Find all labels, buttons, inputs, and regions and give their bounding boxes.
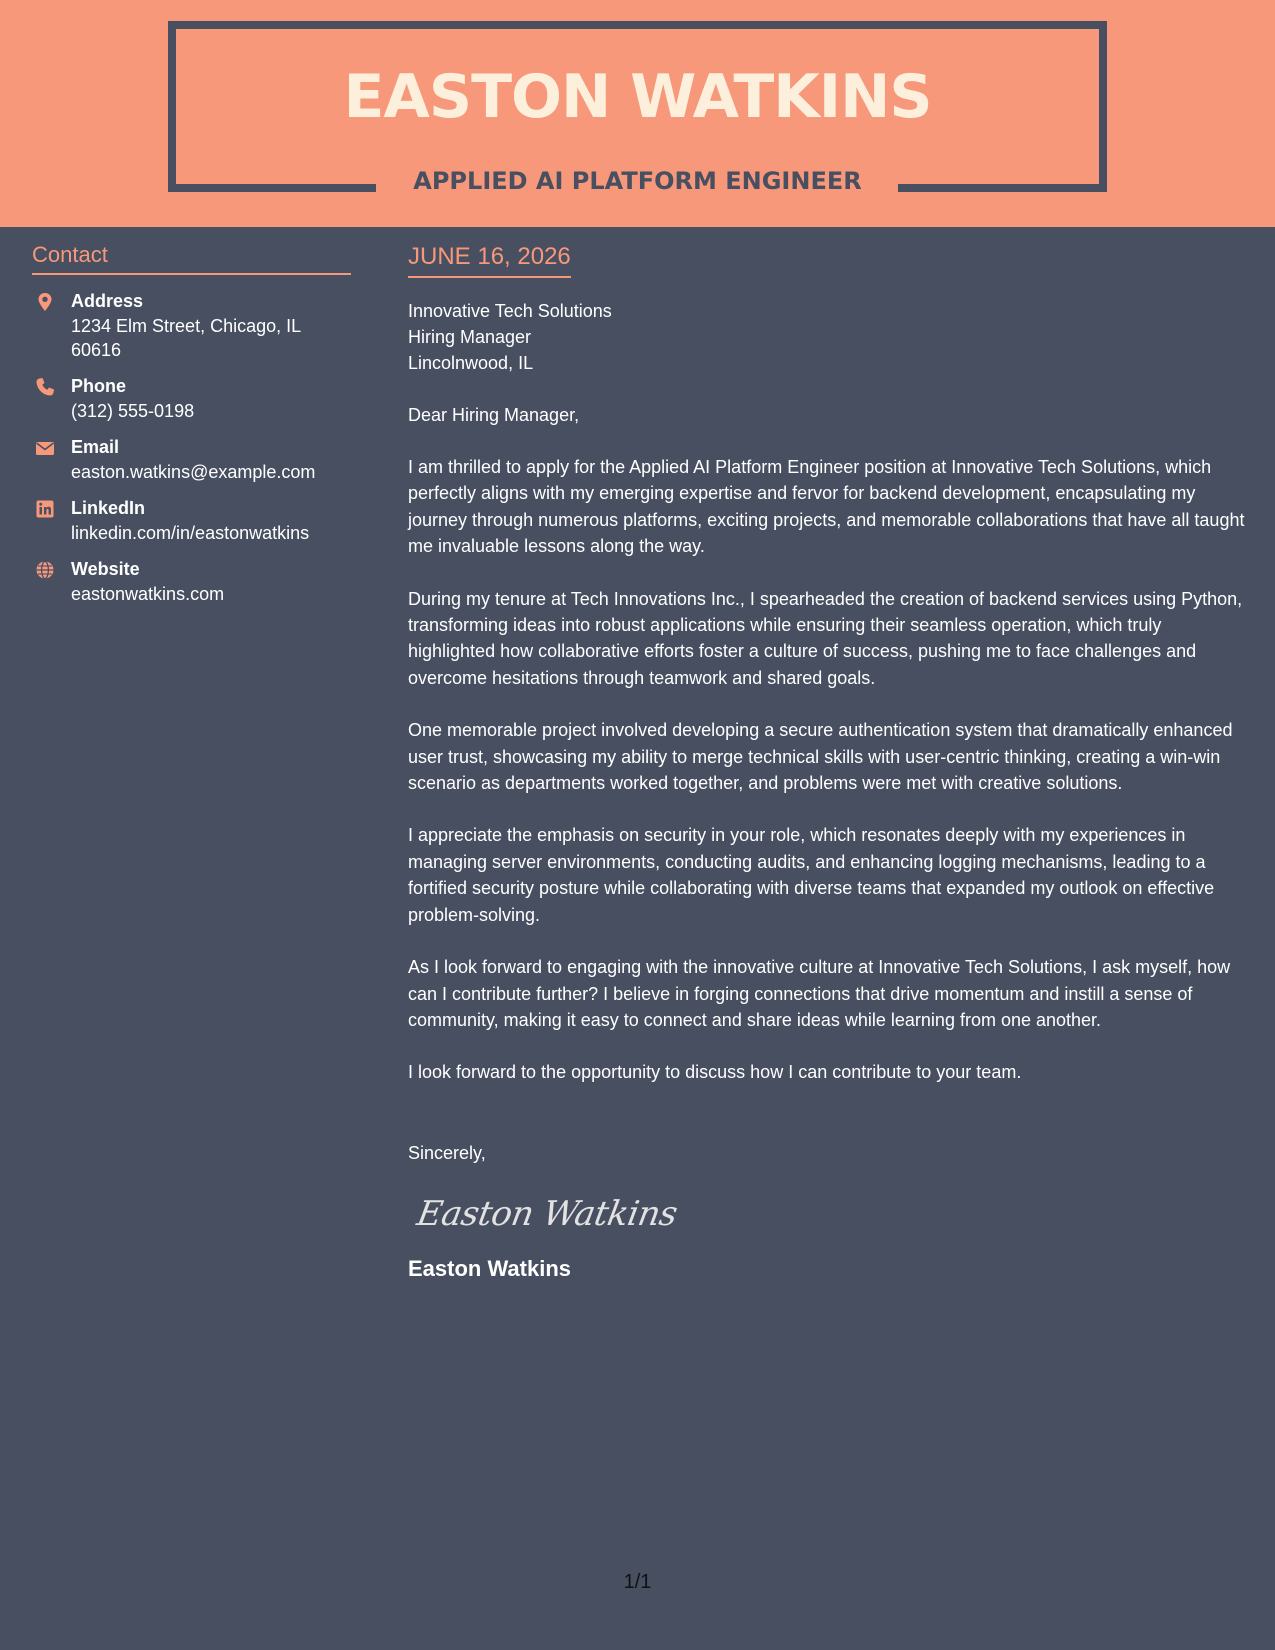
signer-name: Easton Watkins bbox=[408, 1255, 571, 1281]
salutation: Dear Hiring Manager, bbox=[408, 405, 580, 425]
contact-item-phone bbox=[32, 374, 351, 423]
contact-heading: Contact bbox=[32, 242, 351, 275]
phone-value: (312) 555-0198 bbox=[71, 401, 195, 421]
recipient-role: Hiring Manager bbox=[408, 327, 532, 347]
closing: Sincerely, bbox=[408, 1142, 486, 1163]
linkedin-label: LinkedIn bbox=[71, 498, 146, 518]
recipient-company: Innovative Tech Solutions bbox=[408, 301, 612, 321]
page-number: 1/1 bbox=[623, 1571, 652, 1593]
linkedin-value: linkedin.com/in/eastonwatkins bbox=[71, 523, 310, 543]
letter-date: JUNE 16, 2026 bbox=[408, 243, 571, 278]
paragraph: I appreciate the emphasis on security in your role, which resonates deeply with my experiences in managing server environments, conducting audits, and enhancing logging mechanisms, leading to a fortified security posture while collaborating with diverse teams that expanded my outlook on effective problem-solving. bbox=[408, 825, 1215, 925]
paragraph: I am thrilled to apply for the Applied AI Platform Engineer position at Innovative Tech Solutions, which perfectly aligns with my emerging expertise and fervor for backend development, encapsulating my journey through numerous platforms, exciting projects, and memorable collaborations that have all taught me invaluable lessons along the way. bbox=[408, 457, 1245, 557]
paragraph: I look forward to the opportunity to discuss how I can contribute to your team. bbox=[408, 1062, 1022, 1083]
paragraph: During my tenure at Tech Innovations Inc., I spearheaded the creation of backend services using Python, transforming ideas into robust applications while ensuring their seamless operation, which truly highlighted how collaborative efforts foster a culture of success, pushing me to face challenges and overcome hesitations through teamwork and shared goals. bbox=[408, 588, 1243, 688]
linkedin-icon bbox=[32, 496, 71, 545]
website-value: eastonwatkins.com bbox=[71, 584, 225, 604]
contact-item-linkedin bbox=[32, 496, 351, 545]
email-label: Email bbox=[71, 437, 120, 457]
email-value: easton.watkins@example.com bbox=[71, 462, 316, 482]
handwritten-signature: Easton Watkins bbox=[414, 1193, 681, 1234]
recipient-block bbox=[408, 298, 1250, 376]
contact-item-website bbox=[32, 557, 351, 606]
contact-sidebar bbox=[32, 242, 351, 618]
globe-icon bbox=[32, 557, 71, 606]
letter-body bbox=[408, 243, 1250, 1282]
header-banner bbox=[0, 0, 1275, 227]
contact-item-email bbox=[32, 435, 351, 484]
paragraph: One memorable project involved developing a secure authentication system that dramatically enhanced user trust, showcasing my ability to merge technical skills with user-centric thinking, creating a win-win scenario as departments worked together, and problems were met with creative solutions. bbox=[408, 720, 1233, 794]
address-value: 1234 Elm Street, Chicago, IL 60616 bbox=[71, 316, 301, 360]
address-label: Address bbox=[71, 291, 144, 311]
contact-item-address bbox=[32, 289, 351, 362]
phone-label: Phone bbox=[71, 376, 127, 396]
contact-list bbox=[32, 289, 351, 606]
job-title: APPLIED AI PLATFORM ENGINEER bbox=[413, 167, 862, 195]
applicant-name: EASTON WATKINS bbox=[343, 62, 932, 132]
paragraph: As I look forward to engaging with the innovative culture at Innovative Tech Solutions, I ask myself, how can I contribute further? I believe in forging connections that drive momentum and instill a sense of community, making it easy to connect and share ideas while learning from one another. bbox=[408, 957, 1231, 1030]
website-label: Website bbox=[71, 559, 140, 579]
envelope-icon bbox=[32, 435, 71, 484]
recipient-location: Lincolnwood, IL bbox=[408, 353, 534, 373]
map-pin-icon bbox=[32, 289, 71, 362]
phone-icon bbox=[32, 374, 71, 423]
